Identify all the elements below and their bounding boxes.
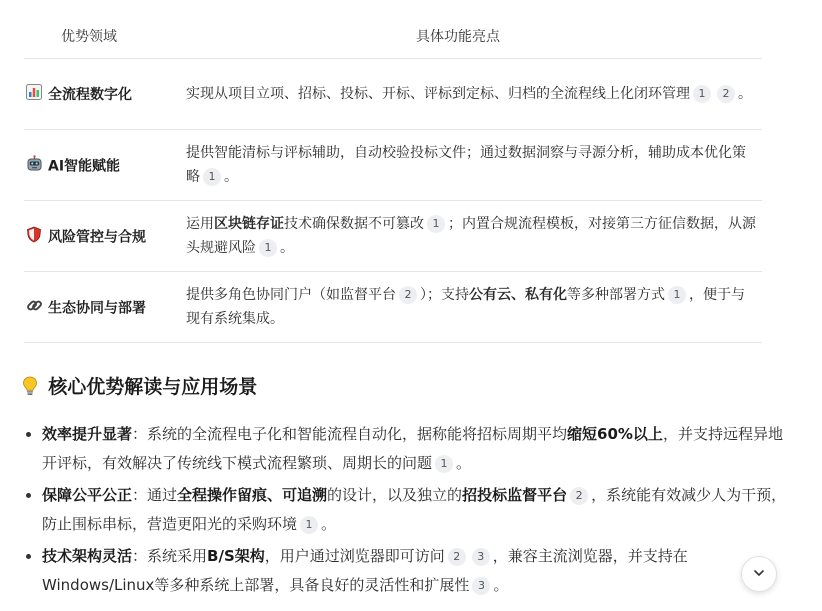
column-header-domain: 优势领域 [24,14,154,59]
text-run: 。 [280,240,294,256]
bold-text: 缩短60%以上 [567,425,663,443]
table-row [24,130,762,201]
text-run: ；内置合规流程模板，对接第三方征信数据，从源头规避风险 [186,216,756,256]
bold-text: 招投标监督平台 [462,486,568,504]
table-row [24,59,762,130]
text-run: ）；支持 [420,287,469,303]
text-run: ，用户通过浏览器即可访问 [264,547,445,565]
citation-badge[interactable]: 1 [427,215,445,233]
text-run: 。 [456,454,472,472]
table-header-row [24,14,762,59]
text-run: 。 [738,86,752,102]
text-run: 等多种部署方式 [567,287,665,303]
citation-badge[interactable]: 1 [203,168,221,186]
text-run: ，兼容主流浏览器，并支持在Windows/Linux等多种系统上部署，具备良好的灵活性和扩展性 [42,547,688,594]
text-run: ：系统的全流程电子化和智能流程自动化，据称能将招标周期平均 [132,425,568,443]
text-run: 提供多角色协同门户（如监督平台 [186,287,396,303]
citation-badge[interactable]: 1 [300,516,318,534]
text-run: 技术确保数据不可篡改 [284,216,424,232]
citation-badge[interactable]: 1 [435,455,453,473]
chevron-down-icon [752,565,766,584]
text-run: 实现从项目立项、招标、投标、开标、评标到定标、归档的全流程线上化闭环管理 [186,86,690,102]
citation-badge[interactable]: 1 [668,286,686,304]
bold-text: 公有云、私有化 [469,287,567,303]
citation-badge[interactable]: 2 [399,286,417,304]
table-row [24,201,762,272]
domain-label: 全流程数字化 [48,87,132,103]
section-heading [22,372,257,399]
text-run: ：系统采用 [132,547,208,565]
text-run: ，系统能有效减少人为干预，防止围标串标，营造更阳光的采购环境 [42,486,787,533]
citation-badge[interactable]: 1 [259,239,277,257]
text-run: 。 [321,515,337,533]
lightbulb-icon [22,377,44,398]
scroll-down-button[interactable] [741,556,777,592]
text-run: ，便于与现有系统集成。 [186,287,745,327]
bold-text: 保障公平公正 [42,486,133,504]
bold-text: 技术架构灵活 [42,547,133,565]
shield-icon [26,226,44,247]
list-item [42,420,794,478]
text-run: 的设计，以及独立的 [327,486,463,504]
list-item [42,481,794,539]
table-row [24,272,762,343]
detail-cell [154,272,762,343]
citation-badge[interactable]: 1 [693,85,711,103]
citation-badge[interactable]: 2 [448,548,466,566]
domain-label: 生态协同与部署 [48,300,146,316]
text-run: 。 [493,576,509,594]
advantages-list [22,420,794,603]
text-run: 。 [224,169,238,185]
advantages-table [24,14,762,343]
bold-text: B/S架构 [207,547,265,565]
robot-icon [26,155,44,176]
bold-text: 效率提升显著 [42,425,133,443]
bold-text: 区块链存证 [214,216,284,232]
text-run: 提供智能清标与评标辅助，自动校验投标文件；通过数据洞察与寻源分析，辅助成本优化策略 [186,145,746,185]
column-header-detail: 具体功能亮点 [154,14,762,59]
citation-badge[interactable]: 2 [717,85,735,103]
bar-chart-icon [26,84,44,104]
domain-label: AI智能赋能 [48,158,121,174]
text-run: 运用 [186,216,214,232]
bold-text: 全程操作留痕、可追溯 [177,486,328,504]
domain-label: 风险管控与合规 [48,229,146,245]
detail-cell [154,201,762,272]
text-run: ，并支持远程异地开评标，有效解决了传统线下模式流程繁琐、周期长的问题 [42,425,783,472]
list-item [42,542,794,600]
citation-badge[interactable]: 2 [570,487,588,505]
citation-badge[interactable]: 3 [472,577,490,595]
section-title: 核心优势解读与应用场景 [48,376,258,398]
link-icon [26,297,44,318]
detail-cell [154,130,762,201]
citation-badge[interactable]: 3 [472,548,490,566]
detail-cell [154,59,762,130]
text-run: ：通过 [132,486,178,504]
